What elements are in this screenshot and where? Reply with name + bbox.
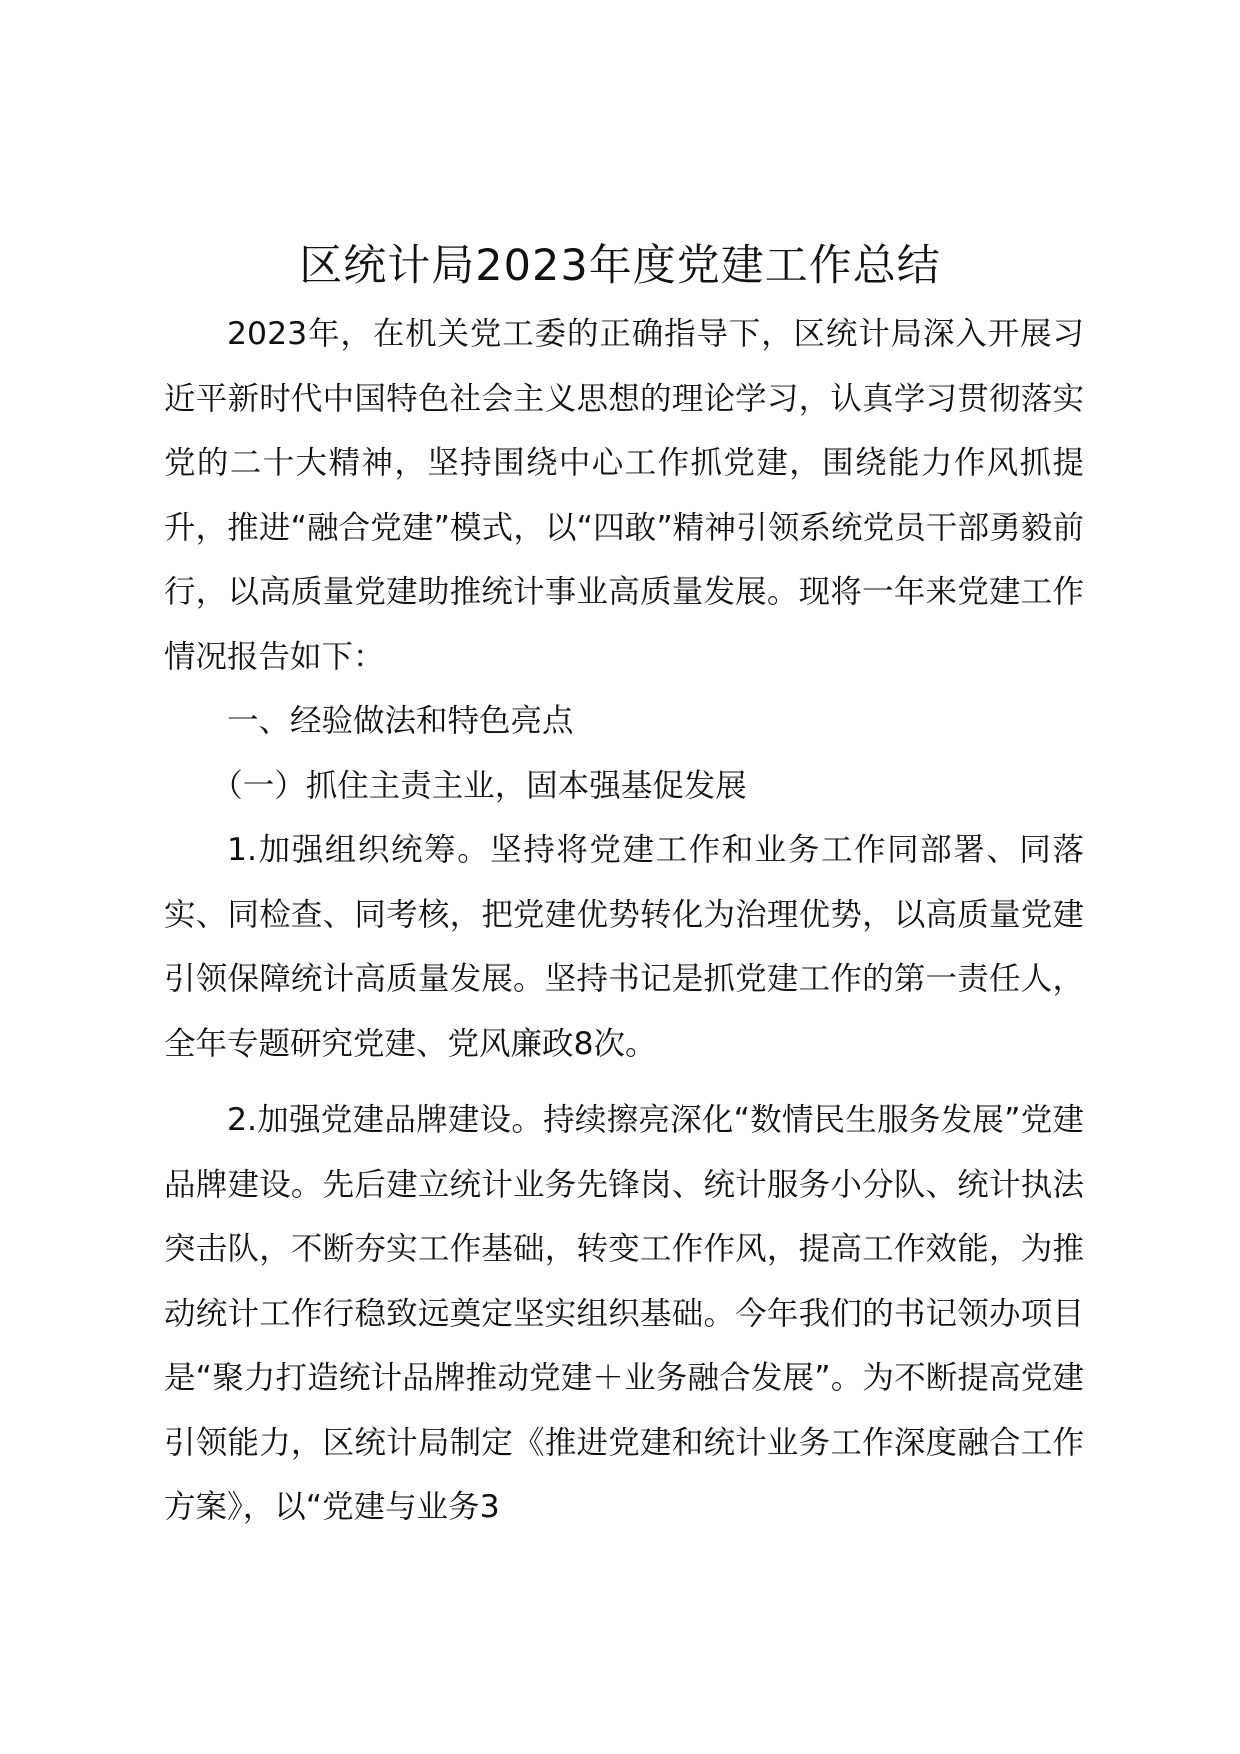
section-heading-1: 一、经验做法和特色亮点	[227, 703, 574, 739]
paragraph-gap	[164, 1076, 1084, 1088]
list-item-1: 1.加强组织统筹。坚持将党建工作和业务工作同部署、同落实、同检查、同考核，把党建优势转化为治理优势，以高质量党建引领保障统计高质量发展。坚持书记是抓党建工作的第一责任人，全年专题研究党建、党风廉政8次。	[164, 832, 1084, 1062]
intro-paragraph: 2023年，在机关党工委的正确指导下，区统计局深入开展习近平新时代中国特色社会主义思想的理论学习，认真学习贯彻落实党的二十大精神，坚持围绕中心工作抓党建，围绕能力作风抓提升，推进“融合党建”模式，以“四敢”精神引领系统党员干部勇毅前行，以高质量党建助推统计事业高质量发展。现将一年来党建工作情况报告如下：	[164, 316, 1084, 675]
document-body	[164, 302, 1084, 1540]
document-title: 区统计局2023年度党建工作总结	[299, 241, 941, 291]
list-item-2: 2.加强党建品牌建设。持续擦亮深化“数情民生服务发展”党建品牌建设。先后建立统计业务先锋岗、统计服务小分队、统计执法突击队，不断夯实工作基础，转变工作作风，提高工作效能，为推动统计工作行稳致远奠定坚实组织基础。今年我们的书记领办项目是“聚力打造统计品牌推动党建＋业务融合发展”。为不断提高党建引领能力，区统计局制定《推进党建和统计业务工作深度融合工作方案》，以“党建与业务3	[164, 1102, 1084, 1525]
subsection-heading-1: （一）抓住主责主业，固本强基促发展	[211, 767, 747, 804]
